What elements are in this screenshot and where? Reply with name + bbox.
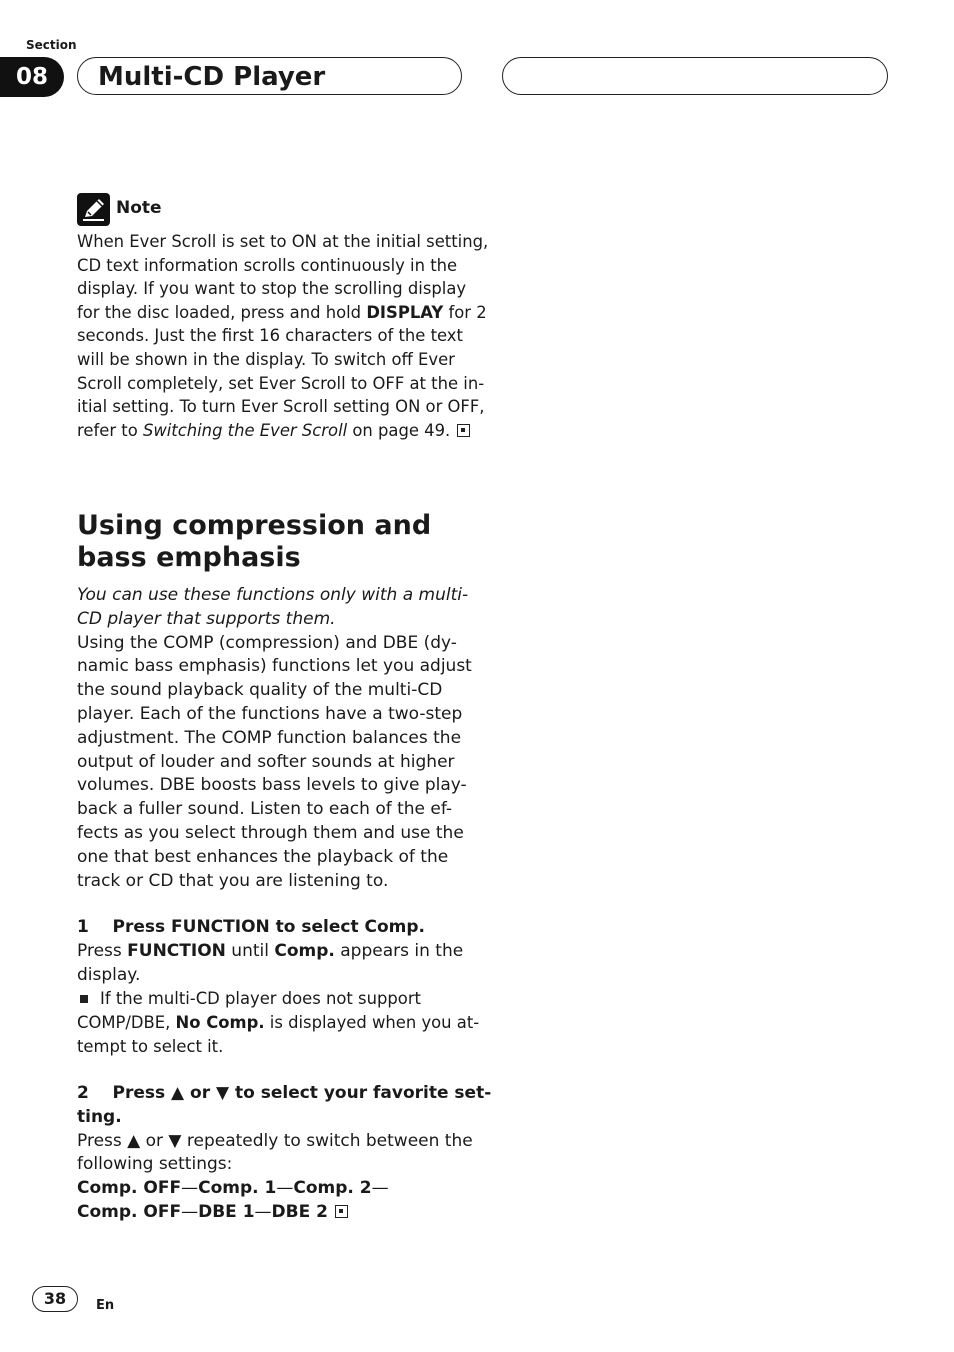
header-empty-box <box>502 57 888 95</box>
section-number-badge: 08 <box>0 57 64 97</box>
body-line: one that best enhances the playback of the <box>77 846 449 867</box>
note-line: will be shown in the display. To switch off Ever <box>77 349 455 369</box>
body-line: Using the COMP (compression) and DBE (dy- <box>77 632 457 653</box>
chapter-title-box <box>77 57 462 95</box>
heading-line: Using compression and <box>77 510 432 541</box>
bullet-line <box>77 987 467 1011</box>
setting-name: Comp. 2 <box>293 1178 372 1199</box>
body-line: the sound playback quality of the multi-CD <box>77 680 443 701</box>
bullet-line: tempt to select it. <box>77 1037 224 1057</box>
step-line <box>77 940 467 964</box>
settings-sequence <box>77 1201 467 1225</box>
step-text: Press <box>77 940 128 961</box>
note-line: Scroll completely, set Ever Scroll to OFF at the in- <box>77 373 485 393</box>
intro-line: You can use these functions only with a multi- <box>77 585 469 605</box>
step-line: following settings: <box>77 1154 233 1175</box>
bullet-line <box>77 1011 480 1035</box>
separator: — <box>276 1178 294 1199</box>
step-1 <box>77 916 480 1059</box>
note-text: for the disc loaded, press and hold <box>77 302 367 322</box>
end-square-icon <box>457 424 470 437</box>
language-label: En <box>96 1298 115 1313</box>
separator: — <box>181 1201 199 1222</box>
pencil-note-icon <box>77 193 110 226</box>
body-line: output of louder and softer sounds at higher <box>77 751 455 772</box>
end-square-icon <box>335 1205 348 1218</box>
note-text: refer to <box>77 420 143 440</box>
note-line: itial setting. To turn Ever Scroll setting ON or OFF, <box>77 397 485 417</box>
note-line <box>77 301 487 325</box>
heading-line: bass emphasis <box>77 542 301 573</box>
comp-ref: Comp. <box>274 940 335 961</box>
step-bullet <box>77 987 480 1059</box>
section-body <box>77 584 472 893</box>
step-heading: 2 Press ▲ or ▼ to select your favorite set- <box>77 1083 492 1103</box>
body-line: back a fuller sound. Listen to each of the ef- <box>77 799 453 820</box>
bullet-square-icon <box>80 995 88 1003</box>
note-line: display. If you want to stop the scrolling display <box>77 279 467 299</box>
section-label: Section <box>26 38 77 52</box>
note-line: seconds. Just the first 16 characters of the text <box>77 326 463 346</box>
body-line: namic bass emphasis) functions let you adjust <box>77 656 472 677</box>
function-button-ref: FUNCTION <box>127 940 226 961</box>
page-number: 38 <box>32 1286 78 1312</box>
separator: — <box>254 1201 272 1222</box>
chapter-title: Multi-CD Player <box>98 62 326 92</box>
body-line: adjustment. The COMP function balances the <box>77 727 462 748</box>
setting-name: Comp. OFF <box>77 1178 182 1199</box>
setting-name: Comp. OFF <box>77 1201 182 1222</box>
body-line: fects as you select through them and use the <box>77 822 464 843</box>
body-line: player. Each of the functions have a two-step <box>77 703 463 724</box>
setting-name: DBE 1 <box>198 1201 255 1222</box>
note-text: on page 49. <box>347 420 451 440</box>
step-heading: ting. <box>77 1106 122 1127</box>
note-line <box>77 419 467 443</box>
intro-line: CD player that supports them. <box>77 608 336 629</box>
body-line: track or CD that you are listening to. <box>77 870 389 891</box>
no-comp-ref: No Comp. <box>175 1013 265 1033</box>
separator: — <box>181 1178 199 1199</box>
setting-name: Comp. 1 <box>198 1178 277 1199</box>
bullet-text: If the multi-CD player does not support <box>100 989 421 1009</box>
display-button-ref: DISPLAY <box>366 302 444 322</box>
bullet-text: is displayed when you at- <box>264 1013 480 1033</box>
settings-sequence <box>77 1177 467 1201</box>
step-2 <box>77 1082 492 1225</box>
setting-name: DBE 2 <box>271 1201 328 1222</box>
separator: — <box>371 1178 389 1199</box>
note-label: Note <box>116 198 162 218</box>
note-line: CD text information scrolls continuously in the <box>77 255 458 275</box>
body-line: volumes. DBE boosts bass levels to give play- <box>77 775 467 796</box>
step-heading: 1 Press FUNCTION to select Comp. <box>77 917 426 937</box>
step-line: Press ▲ or ▼ repeatedly to switch between the <box>77 1130 473 1151</box>
note-body <box>77 230 489 442</box>
section-heading <box>77 510 431 574</box>
step-line: display. <box>77 964 141 985</box>
note-line: When Ever Scroll is set to ON at the initial setting, <box>77 232 489 251</box>
step-text: until <box>225 940 275 961</box>
note-text: for 2 <box>443 302 487 322</box>
step-text: appears in the <box>334 940 464 961</box>
cross-reference: Switching the Ever Scroll <box>142 420 348 440</box>
bullet-text: COMP/DBE, <box>77 1013 176 1033</box>
